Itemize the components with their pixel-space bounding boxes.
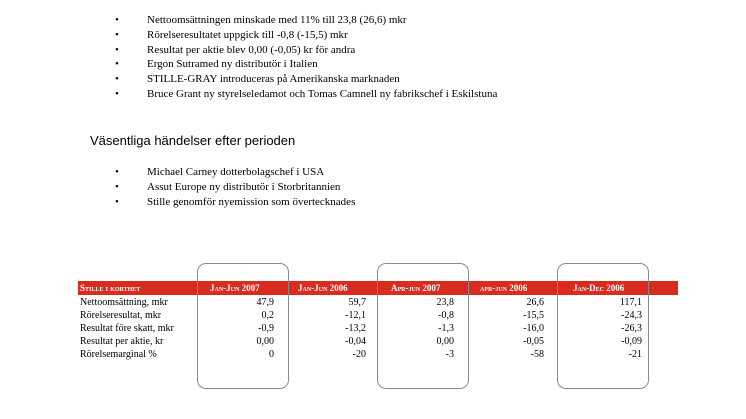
list-item: • STILLE-GRAY introduceras på Amerikanska marknaden	[115, 72, 497, 87]
row-label: Nettoomsättning, mkr	[80, 297, 168, 308]
cell-value: -26,3	[621, 323, 642, 334]
table-title: Stille i korthet	[80, 283, 141, 293]
column-header: Jan-Jun 2006	[298, 283, 348, 293]
highlight-frame	[557, 263, 649, 389]
section-heading: Väsentliga händelser efter perioden	[90, 133, 296, 148]
cell-value: -1,3	[438, 323, 454, 334]
cell-value: 59,7	[348, 297, 366, 308]
list-item: • Rörelseresultatet uppgick till -0,8 (-15,5) mkr	[115, 28, 497, 43]
column-header: Jan-Dec 2006	[573, 283, 625, 293]
cell-value: -0,09	[621, 336, 642, 347]
cell-value: -20	[352, 349, 366, 360]
highlight-frame	[377, 263, 469, 389]
cell-value: 0,00	[436, 336, 454, 347]
cell-value: 47,9	[256, 297, 274, 308]
list-item: • Ergon Sutramed ny distributör i Italien	[115, 57, 497, 72]
list-item: • Nettoomsättningen minskade med 11% till 23,8 (26,6) mkr	[115, 13, 497, 28]
cell-value: 26,6	[526, 297, 544, 308]
list-item: • Assut Europe ny distributör i Storbritannien	[115, 180, 355, 195]
cell-value: 0,2	[261, 310, 274, 321]
column-header: Apr-jun 2007	[391, 283, 441, 293]
cell-value: 117,1	[619, 297, 642, 308]
cell-value: -58	[530, 349, 544, 360]
cell-value: -15,5	[523, 310, 544, 321]
highlights-list	[115, 13, 497, 102]
cell-value: -0,8	[438, 310, 454, 321]
cell-value: -3	[445, 349, 454, 360]
column-header: Jan-Jun 2007	[210, 283, 260, 293]
cell-value: -13,2	[345, 323, 366, 334]
row-label: Rörelseresultat, mkr	[80, 310, 162, 321]
cell-value: -0,05	[523, 336, 544, 347]
cell-value: -0,9	[258, 323, 274, 334]
row-label: Resultat före skatt, mkr	[80, 323, 174, 334]
list-item: • Resultat per aktie blev 0,00 (-0,05) kr för andra	[115, 43, 497, 58]
highlight-frame	[197, 263, 289, 389]
cell-value: -12,1	[345, 310, 366, 321]
row-label: Rörelsemarginal %	[80, 349, 157, 360]
after-period-list	[115, 165, 355, 209]
cell-value: 0,00	[256, 336, 274, 347]
cell-value: -24,3	[621, 310, 642, 321]
list-item: • Stille genomför nyemission som övertecknades	[115, 195, 355, 210]
column-header: apr-jun 2006	[480, 283, 528, 293]
cell-value: 23,8	[436, 297, 454, 308]
list-item: • Bruce Grant ny styrelseledamot och Tomas Camnell ny fabrikschef i Eskilstuna	[115, 87, 497, 102]
row-label: Resultat per aktie, kr	[80, 336, 164, 347]
cell-value: -0,04	[345, 336, 366, 347]
cell-value: -16,0	[523, 323, 544, 334]
cell-value: -21	[628, 349, 642, 360]
list-item: • Michael Carney dotterbolagschef i USA	[115, 165, 355, 180]
cell-value: 0	[269, 349, 274, 360]
